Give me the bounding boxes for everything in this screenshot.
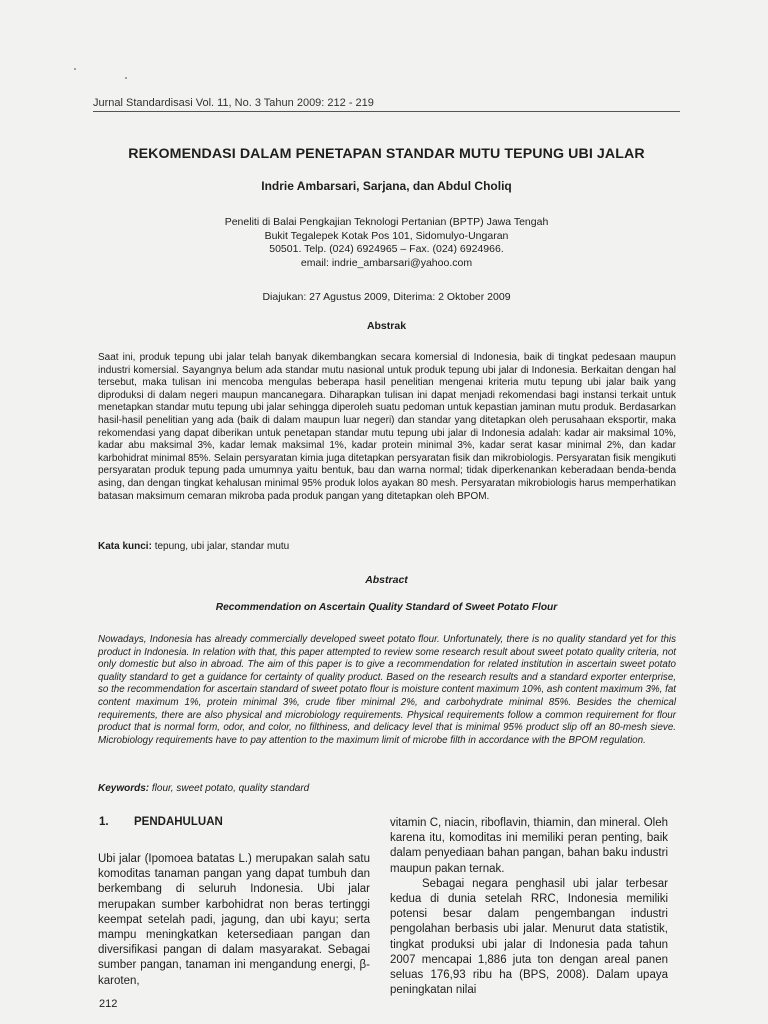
kata-kunci — [98, 541, 676, 552]
intro-paragraph: vitamin C, niacin, riboflavin, thiamin, dan mineral. Oleh karena itu, komoditas ini memiliki peran penting, baik dalam penyediaan bahan pangan, bahan baku industri maupun pakan ternak. — [390, 817, 668, 875]
page-number: 212 — [99, 998, 118, 1010]
intro-paragraph: Sebagai negara penghasil ubi jalar terbesar kedua di dunia setelah RRC, Indonesia memiliki potensi besar dalam pengembangan industri pengolahan berbasis ubi jalar. Menurut data statistik, tingkat produksi ubi jalar di Indonesia pada tahun 2007 mencapai 1,886 juta ton dengan areal panen seluas 176,93 ribu ha (BPS, 2008). Dalam upaya peningkatan nilai — [390, 877, 668, 997]
keywords — [98, 783, 676, 794]
article-title: REKOMENDASI DALAM PENETAPAN STANDAR MUTU TEPUNG UBI JALAR — [128, 146, 645, 162]
abstrak-body: Saat ini, produk tepung ubi jalar telah banyak dikembangkan secara komersial di Indonesia, baik di tingkat pedesaan maupun industri komersial. Sayangnya belum ada standar mutu nasional untuk produk tepung ubi jalar di Indonesia. Berkaitan dengan hal tersebut, maka tulisan ini mencoba mengulas beberapa hasil penelitian mengenai kriteria mutu tepung ubi jalar baik yang diproduksi di dalam negeri maupun mancanegara. Diharapkan tulisan ini dapat menjadi rekomendasi bagi instansi terkait untuk menetapkan standar mutu tepung ubi jalar sehingga diperoleh suatu pedoman untuk kepastian jaminan mutu produk. Berdasarkan hasil-hasil penelitian yang ada (baik di dalam maupun luar negeri) dan standar yang ditetapkan oleh perusahaan eksportir, maka rekomendasi yang dapat diberikan untuk penetapan standar mutu tepung ubi jalar di Indonesia adalah: kadar air maksimal 10%, kadar abu maksimal 3%, kadar lemak maksimal 1%, kadar protein minimal 3%, kadar serat kasar minimal 2%, dan kadar karbohidrat minimal 85%. Selain persyaratan kimia juga ditetapkan persyaratan fisik dan mikrobiologis. Persyaratan fisik mengikuti persyaratan produk tepung pada umumnya yaitu bentuk, bau dan warna normal; tidak diperkenankan keberadaan benda-benda asing, dan dengan tingkat kehalusan minimal 95% produk lolos ayakan 80 mesh. Persyaratan mikrobiologis harus memperhatikan batasan maksimum cemaran mikroba pada produk pangan yang ditetapkan oleh BPOM. — [98, 352, 676, 502]
scan-speck — [74, 68, 76, 70]
submission-dates: Diajukan: 27 Agustus 2009, Diterima: 2 Oktober 2009 — [262, 291, 511, 303]
affiliation-email: email: indrie_ambarsari@yahoo.com — [300, 256, 473, 269]
abstrak-heading: Abstrak — [366, 320, 407, 332]
section-number: 1. — [99, 816, 109, 828]
article-authors: Indrie Ambarsari, Sarjana, dan Abdul Choliq — [261, 179, 512, 193]
affiliation-line: Peneliti di Balai Pengkajian Teknologi Pertanian (BPTP) Jawa Tengah — [224, 216, 549, 228]
right-column — [390, 816, 668, 998]
header-rule — [93, 111, 680, 112]
abstract-body: Nowadays, Indonesia has already commercially developed sweet potato flour. Unfortunately, there is no quality standard yet for this product in Indonesia. In relation with that, this paper attempted to review some research result about sweet potato quality criteria, not only domestic but also in abroad. The aim of this paper is to give a recommendation for related institution in ascertain sweet potato quality standard to get a guidance for certainty of quality product. Based on the research results and a standard exporter enterprise, so the recommendation for ascertain standard of sweet potato flour is moisture content maximum 10%, ash content maximum 3%, fat content maximum 1%, protein minimal 3%, crude fiber minimal 2%, and carbohydrate minimal 85%. Besides the chemical requirements, there are also physical and microbiology requirements. Physical requirements follow a common requirement for flour product that is normal form, odor, and color, no filthiness, and delicacy level that is minimal 95% product slip off an 80-mesh sieve. Microbiology requirements have to pay attention to the maximum limit of microbe filth in accordance with the BPOM regulation. — [98, 634, 676, 746]
abstract-heading: Abstract — [365, 574, 408, 586]
affiliation-line: Bukit Tegalepek Kotak Pos 101, Sidomulyo-Ungaran — [264, 229, 509, 242]
affiliation-line: 50501. Telp. (024) 6924965 – Fax. (024) 6924966. — [269, 243, 504, 255]
scan-speck — [125, 77, 127, 79]
journal-header: Jurnal Standardisasi Vol. 11, No. 3 Tahun 2009: 212 - 219 — [93, 97, 374, 109]
intro-paragraph: Ubi jalar (Ipomoea batatas L.) merupakan salah satu komoditas tanaman pangan yang dapat tumbuh dan berkembang di seluruh Indonesia. Ubi jalar merupakan sumber karbohidrat non beras tertinggi keempat setelah padi, jagung, dan ubi kayu; serta mampu meningkatkan ketersediaan pangan dan diversifikasi pangan di dalam masyarakat. Sebagai sumber pangan, tanaman ini mengandung energi, β-karoten, — [98, 853, 370, 987]
affiliation-block — [93, 216, 680, 270]
keywords-values: flour, sweet potato, quality standard — [151, 783, 310, 794]
english-title: Recommendation on Ascertain Quality Standard of Sweet Potato Flour — [215, 602, 558, 613]
keywords-label: Keywords: — [98, 783, 150, 794]
kata-kunci-values: tepung, ubi jalar, standar mutu — [154, 541, 290, 552]
kata-kunci-label: Kata kunci: — [98, 541, 152, 552]
left-column — [98, 852, 370, 989]
section-title: PENDAHULUAN — [134, 816, 223, 828]
